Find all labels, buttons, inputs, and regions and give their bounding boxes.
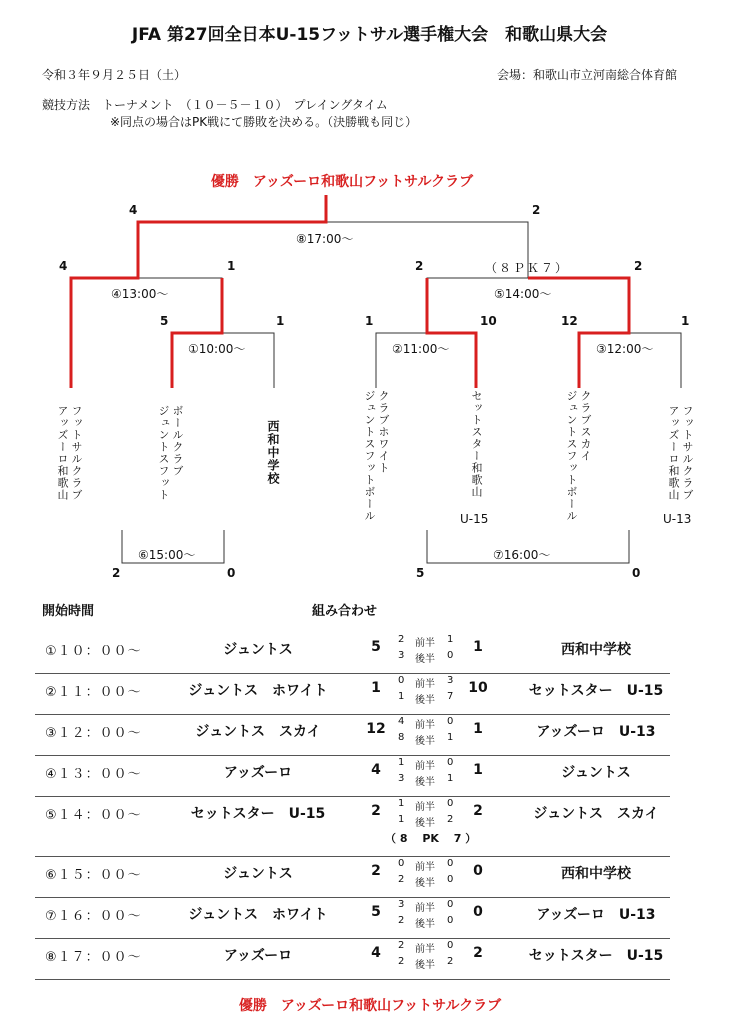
row-home-first-half: 0: [398, 675, 405, 686]
row-home-second-half: 1: [398, 814, 405, 825]
row-home-second-half: 3: [398, 773, 405, 784]
tiebreak-note: ※同点の場合はPK戦にて勝敗を決める。（決勝戦も同じ）: [110, 115, 418, 129]
m5-time: ⑤14:00～: [494, 287, 552, 301]
row-away-first-half: 3: [447, 675, 454, 686]
row-home-team: ジュントス ホワイト: [188, 907, 328, 923]
first-half-label: 前半: [415, 720, 435, 731]
team-setstar-sub: U-15: [460, 512, 489, 526]
first-half-label: 前半: [415, 679, 435, 690]
row-start-time: ⑧１７：００～: [45, 950, 142, 965]
second-half-label: 後半: [415, 818, 435, 829]
m1-right-score: 1: [276, 314, 285, 328]
first-half-label: 前半: [415, 862, 435, 873]
col-header-time: 開始時間: [42, 604, 95, 619]
row-away-second-half: 1: [447, 732, 454, 743]
m6-time: ⑥15:00～: [138, 548, 196, 562]
row-away-second-half: 7: [447, 691, 454, 702]
row-away-second-half: 2: [447, 814, 454, 825]
row-away-first-half: 0: [447, 858, 454, 869]
row-home-first-half: 1: [398, 798, 405, 809]
team-line: ジュントスフットボール: [565, 390, 578, 522]
team-line: セットスター和歌山: [470, 390, 483, 498]
row-divider: [35, 856, 670, 857]
row-home-team: ジュントス: [223, 642, 293, 658]
second-half-label: 後半: [415, 960, 435, 971]
team-line: フットサルクラブ: [681, 405, 694, 501]
m4-right-score: 1: [227, 259, 236, 273]
row-home-team: アッズーロ: [223, 948, 293, 964]
team-azzurro-wakayama: [55, 405, 83, 501]
first-half-label: 前半: [415, 638, 435, 649]
team-line: アッズーロ和歌山: [56, 405, 69, 501]
row-home-first-half: 3: [398, 899, 405, 910]
row-home-first-half: 4: [398, 716, 405, 727]
row-away-score: 10: [468, 680, 488, 696]
m7-time: ⑦16:00～: [493, 548, 551, 562]
row-home-second-half: 3: [398, 650, 405, 661]
team-azzurro-u13: [666, 405, 694, 501]
m5-pk: （８ＰＫ７）: [485, 261, 570, 275]
row-start-time: ⑤１４：００～: [45, 808, 142, 823]
second-half-label: 後半: [415, 654, 435, 665]
row-away-first-half: 0: [447, 798, 454, 809]
event-date: 令和３年９月２５日（土）: [42, 68, 187, 82]
second-half-label: 後半: [415, 919, 435, 930]
row-start-time: ③１２：００～: [45, 726, 142, 741]
m1-left-score: 5: [160, 314, 169, 328]
m4-left-score: 4: [59, 259, 68, 273]
row-start-time: ⑥１５：００～: [45, 868, 142, 883]
m4-time: ④13:00～: [111, 287, 169, 301]
first-half-label: 前半: [415, 802, 435, 813]
m6-right-score: 0: [227, 566, 236, 580]
row-away-team: セットスター U-15: [528, 683, 664, 699]
m3-left-score: 12: [561, 314, 578, 328]
row-home-team: ジュントス ホワイト: [188, 683, 328, 699]
m7-left-score: 5: [416, 566, 425, 580]
venue: 会場：和歌山市立河南総合体育館: [497, 68, 678, 82]
team-setstar: [469, 390, 483, 498]
row-home-team: セットスター U-15: [190, 806, 326, 822]
row-home-score: 4: [371, 762, 381, 778]
m3-time: ③12:00～: [596, 342, 654, 356]
row-away-score: 2: [473, 945, 483, 961]
m7-right-score: 0: [632, 566, 641, 580]
team-line: クラブスカイ: [579, 390, 592, 462]
row-away-team: 西和中学校: [561, 866, 631, 882]
row-away-second-half: 0: [447, 874, 454, 885]
row-away-score: 0: [473, 904, 483, 920]
row-home-first-half: 1: [398, 757, 405, 768]
row-away-first-half: 0: [447, 940, 454, 951]
row-home-team: ジュントス: [223, 866, 293, 882]
row-divider: [35, 714, 670, 715]
row-start-time: ②１１：００～: [45, 685, 142, 700]
m6-left-score: 2: [112, 566, 121, 580]
bracket-champion: 優勝 アッズーロ和歌山フットサルクラブ: [210, 174, 474, 190]
first-half-label: 前半: [415, 761, 435, 772]
team-line: ジュントスフット: [157, 405, 170, 501]
team-line: アッズーロ和歌山: [667, 405, 680, 501]
row-away-first-half: 0: [447, 716, 454, 727]
row-away-second-half: 0: [447, 915, 454, 926]
row-home-team: ジュントス スカイ: [195, 724, 321, 740]
row-home-second-half: 2: [398, 874, 405, 885]
team-line: ジュントスフットボール: [363, 390, 376, 522]
row-divider: [35, 673, 670, 674]
row-away-second-half: 2: [447, 956, 454, 967]
final-right-score: 2: [532, 203, 541, 217]
row-home-second-half: 8: [398, 732, 405, 743]
row-home-score: 2: [371, 803, 381, 819]
team-line: ボールクラブ: [171, 405, 184, 477]
row-divider: [35, 897, 670, 898]
col-header-match: 組み合わせ: [312, 604, 378, 619]
row-away-team: ジュントス: [561, 765, 631, 781]
row-home-first-half: 0: [398, 858, 405, 869]
second-half-label: 後半: [415, 695, 435, 706]
team-line: クラブホワイト: [377, 390, 390, 474]
row-home-second-half: 2: [398, 915, 405, 926]
final-time: ⑧17:00～: [296, 232, 354, 246]
second-half-label: 後半: [415, 777, 435, 788]
row-divider: [35, 979, 670, 980]
row-start-time: ①１０：００～: [45, 644, 142, 659]
m3-right-score: 1: [681, 314, 690, 328]
row-home-first-half: 2: [398, 940, 405, 951]
page-title: JFA 第27回全日本U-15フットサル選手権大会 和歌山県大会: [131, 25, 608, 45]
row-away-score: 2: [473, 803, 483, 819]
m1-time: ①10:00～: [188, 342, 246, 356]
row-home-score: 5: [371, 639, 381, 655]
row-away-score: 1: [473, 762, 483, 778]
row-away-first-half: 1: [447, 634, 454, 645]
team-juntos: [156, 405, 184, 501]
row-start-time: ⑦１６：００～: [45, 909, 142, 924]
row-home-score: 5: [371, 904, 381, 920]
final-left-score: 4: [129, 203, 138, 217]
m2-time: ②11:00～: [392, 342, 450, 356]
m5-right-score: 2: [634, 259, 643, 273]
row-divider: [35, 938, 670, 939]
team-juntos-sky: [564, 390, 592, 522]
row-home-second-half: 1: [398, 691, 405, 702]
row-away-second-half: 1: [447, 773, 454, 784]
m5-left-score: 2: [415, 259, 424, 273]
footer-champion: 優勝 アッズーロ和歌山フットサルクラブ: [238, 998, 502, 1014]
row-home-score: 4: [371, 945, 381, 961]
second-half-label: 後半: [415, 878, 435, 889]
m2-right-score: 10: [480, 314, 497, 328]
row-away-team: アッズーロ U-13: [536, 907, 656, 923]
row-away-score: 1: [473, 639, 483, 655]
competition-format: 競技方法 トーナメント （１０－５－１０） プレイングタイム: [42, 98, 388, 112]
row-away-second-half: 0: [447, 650, 454, 661]
row-divider: [35, 755, 670, 756]
team-saiwa-jhs: [266, 420, 280, 485]
row-away-team: アッズーロ U-13: [536, 724, 656, 740]
first-half-label: 前半: [415, 903, 435, 914]
second-half-label: 後半: [415, 736, 435, 747]
row-home-team: アッズーロ: [223, 765, 293, 781]
row-away-first-half: 0: [447, 757, 454, 768]
team-azzurro-u13-sub: U-13: [663, 512, 692, 526]
row-home-first-half: 2: [398, 634, 405, 645]
first-half-label: 前半: [415, 944, 435, 955]
row-home-score: 12: [366, 721, 386, 737]
row-away-score: 1: [473, 721, 483, 737]
row-home-score: 2: [371, 863, 381, 879]
row-away-team: セットスター U-15: [528, 948, 664, 964]
team-juntos-white: [362, 390, 390, 522]
m2-left-score: 1: [365, 314, 374, 328]
row-pk-result: （ 8 PK 7 ）: [385, 832, 477, 845]
row-away-team: ジュントス スカイ: [533, 806, 659, 822]
row-start-time: ④１３：００～: [45, 767, 142, 782]
row-away-team: 西和中学校: [561, 642, 631, 658]
row-away-score: 0: [473, 863, 483, 879]
row-divider: [35, 796, 670, 797]
row-home-second-half: 2: [398, 956, 405, 967]
team-line: フットサルクラブ: [70, 405, 83, 501]
team-line: 西和中学校: [266, 420, 280, 485]
row-away-first-half: 0: [447, 899, 454, 910]
row-home-score: 1: [371, 680, 381, 696]
